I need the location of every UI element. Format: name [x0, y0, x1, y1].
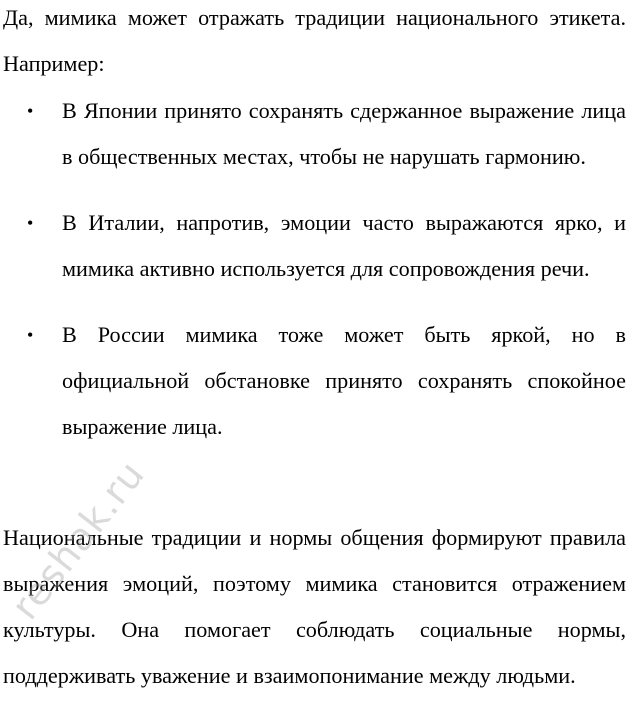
list-item-text: В Италии, напротив, эмоции часто выражаются ярко, и мимика активно используется для сопровождения речи. — [62, 210, 626, 281]
conclusion-paragraph: Национальные традиции и нормы общения формируют правила выражения эмоций, поэтому мимика становится отражением культуры. Она помогает соблюдать социальные нормы, поддерживать уважение и взаимопонимание между людьми. — [3, 525, 626, 688]
list-item — [0, 200, 628, 292]
list-item — [0, 88, 628, 180]
example-list — [0, 88, 628, 470]
intro-paragraph: Да, мимика может отражать традиции национального этикета. Например: — [3, 5, 626, 76]
list-item-text: В России мимика тоже может быть яркой, но в официальной обстановке принято сохранять спокойное выражение лица. — [62, 322, 626, 439]
bullet-icon: • — [27, 101, 34, 121]
bullet-icon: • — [27, 213, 34, 233]
watermark-logo: reshak.ru — [2, 452, 154, 628]
bullet-icon: • — [27, 325, 34, 345]
list-item-text: В Японии принято сохранять сдержанное выражение лица в общественных местах, чтобы не нарушать гармонию. — [62, 98, 626, 169]
list-item — [0, 312, 628, 450]
